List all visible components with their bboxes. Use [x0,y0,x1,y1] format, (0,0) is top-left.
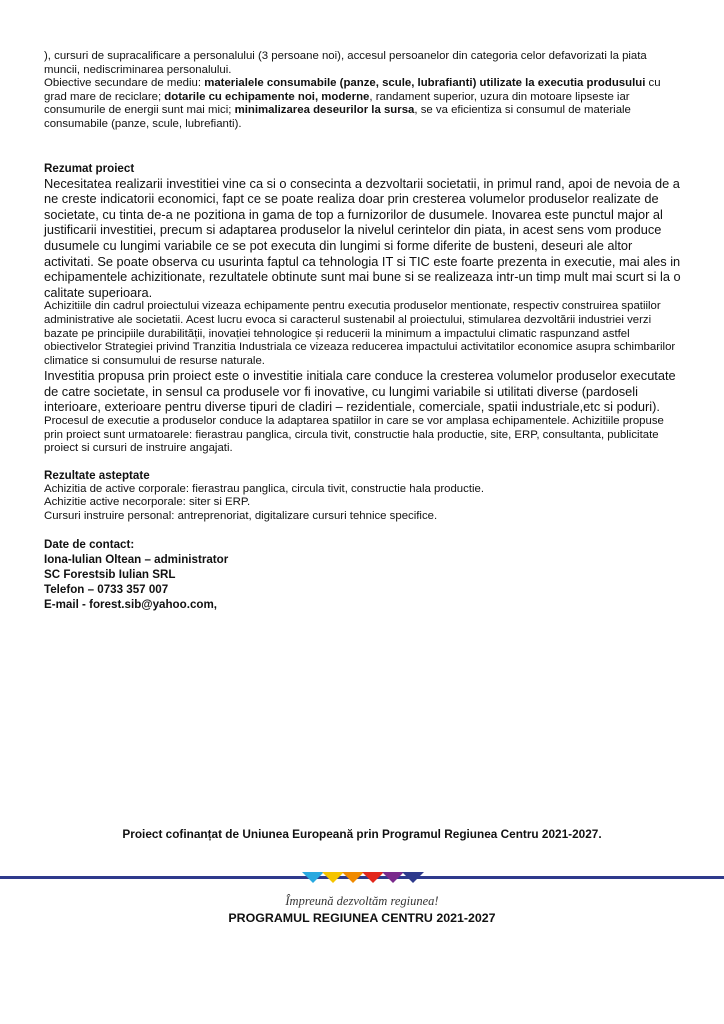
obj-text-3: , se va eficientiza si consumul de materiale consumabile (panze, scule, lubrefianti). [44,104,631,130]
obj-bold-3: minimalizarea deseurilor la sursa [234,104,415,117]
contact-email: E-mail - forest.sib@yahoo.com, [44,598,218,612]
color-triangle-3-icon [342,872,364,883]
rezultate-heading: Rezultate asteptate [44,468,150,482]
contact-name: Iona-Iulian Oltean – administrator [44,552,229,566]
intro-line: ), cursuri de supracalificare a personalului (3 persoane noi), accesul persoanelor din categoria celor defavorizati la piata muncii, nediscriminarea personalului. [44,50,647,76]
obj-text-2: , randament superior, uzura din motoare lipseste iar consumurile de energii sunt mai mici; [44,90,630,117]
obj-bold-2: dotarile cu echipamente noi, moderne [164,90,370,103]
rezumat-paragraph-1: Necesitatea realizarii investitiei vine ca si o consecinta a dezvoltarii societatii, in primul rand, apoi de nevoia de a ne creste indicatorii economici, fapt ce se poate realiza doar prin cresterea volumelor produselor realizate de societate, cu tinta de-a ne pozitiona in gama de top a furnizorilor de dusumele. Inovarea este punctul major al justificarii investitiei, precum si adaptarea produselor la nivelul cerintelor din piata, in acest sens vom produce dusumele cu lungimi variabile ce se pot executa din lungimi si forme diferite de busteni, deseuri ale altor activitati. Se poate observa cu usurinta faptul ca tehnologia IT si TIC este foarte prezenta in executie, mai ales in echipamentele achizitionate, rezultatele obtinute sunt mai bune si se realizeaza intr-un timp mult mai scurt si la o calitate superioara. [44,175,681,300]
color-triangle-2-icon [322,872,344,883]
footer-divider [0,873,724,883]
contact-company: SC Forestsib Iulian SRL [44,568,176,582]
color-triangle-5-icon [382,872,404,883]
color-triangle-4-icon [362,872,384,883]
contact-heading: Date de contact: [44,537,135,551]
rezumat-heading: Rezumat proiect [44,161,135,175]
color-triangle-1-icon [302,872,324,883]
program-title: PROGRAMUL REGIUNEA CENTRU 2021-2027 [228,911,496,925]
rezultate-line-1: Achizitia de active corporale: fierastrau panglica, circula tivit, constructie hala productie. [44,482,485,495]
color-triangle-6-icon [402,872,424,883]
rezultate-line-3: Cursuri instruire personal: antreprenoriat, digitalizare cursuri tehnice specifice. [44,510,438,523]
obj-text-1: cu grad mare de reciclare; [44,77,661,103]
secondary-objectives [44,77,684,131]
rezumat-paragraph-4: Procesul de executie a produselor conduce la adaptarea spatiilor in care se vor amplasa echipamentele. Achizitiile propuse prin proiect sunt urmatoarele: fierastrau panglica, circula tivit, constructie hala productie, site, ERP, consultanta, publicitate proiect si cursuri de instruire angajati. [44,415,664,455]
document-body [44,50,684,613]
rezultate-line-2: Achizitie active necorporale: siter si ERP. [44,496,251,509]
obj-prefix: Obiective secundare de mediu: [44,77,205,90]
obj-bold-1: materialele consumabile (panze, scule, lubrafianti) utilizate la executia produsului [204,77,646,90]
contact-block [44,537,684,613]
regional-slogan: Împreună dezvoltăm regiunea! [285,894,439,908]
rezumat-paragraph-2: Achizitiile din cadrul proiectului vizeaza echipamente pentru executia produselor mentionate, respectiv construirea spatiilor administrative ale societatii. Acest lucru evoca si caracterul sustenabil al proiectului, stimularea dezvoltării industriei verzi bazate pe principiile durabilității, inovației tehnologice și reducerii la minimum a impactului climatic raspunzand astfel obiectivelor Strategiei privind Tranzitia Industriala ce vizeaza reducerea impactului activitatilor economice asupra schimbarilor climatice si consumului de resurse naturale. [44,300,676,367]
cofinanced-notice: Proiect cofinanțat de Uniunea Europeană prin Programul Regiunea Centru 2021-2027. [122,827,602,841]
contact-phone: Telefon – 0733 357 007 [44,583,169,597]
rezumat-paragraph-3: Investitia propusa prin proiect este o investitie initiala care conduce la cresterea volumelor produselor executate de catre societate, in sensul ca produsele vor fi inovative, cu lungimi variabile si utilitati diverse (pardoseli interioare, exterioare pentru diverse tipuri de cladiri – rezidentiale, comerciale, spatii industriale,etc si poduri). [44,368,676,415]
